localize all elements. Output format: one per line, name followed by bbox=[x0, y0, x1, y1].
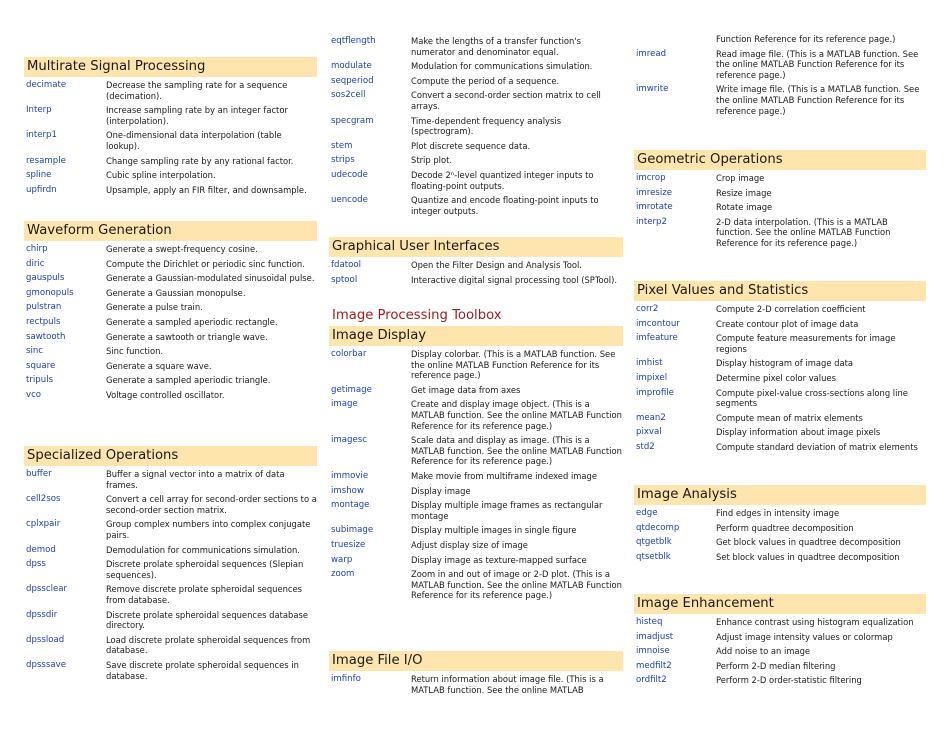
function-link[interactable]: medfilt2 bbox=[636, 660, 672, 671]
function-link[interactable]: imfinfo bbox=[331, 674, 361, 684]
function-link[interactable]: dpsssave bbox=[26, 659, 66, 670]
function-list bbox=[634, 49, 926, 117]
function-description: Discrete prolate spheroidal sequences (Slepian sequences). bbox=[106, 559, 304, 580]
list-item bbox=[329, 399, 623, 431]
function-description: Open the Filter Design and Analysis Tool. bbox=[411, 260, 582, 270]
list-item bbox=[24, 185, 317, 196]
list-item bbox=[24, 519, 317, 540]
function-description: Compute mean of matrix elements bbox=[716, 412, 863, 423]
function-description: Time-dependent frequency analysis (spectrogram). bbox=[411, 115, 562, 137]
section-pixel-values bbox=[634, 281, 926, 457]
function-description: Display image bbox=[411, 485, 471, 496]
section-title: Geometric Operations bbox=[634, 150, 926, 170]
list-item bbox=[329, 569, 623, 601]
function-description: Rotate image bbox=[716, 202, 773, 213]
list-item bbox=[329, 155, 623, 166]
function-description: Display histogram of image data bbox=[716, 358, 853, 369]
function-link[interactable]: imread bbox=[636, 48, 667, 59]
function-description: Display information about image pixels bbox=[716, 427, 881, 438]
function-description: Find edges in intensity image bbox=[716, 508, 840, 518]
section-title: Image Display bbox=[329, 326, 623, 346]
section-image-file-io bbox=[329, 651, 623, 699]
function-description: Create and display image object. (This is a MATLAB function. See the online MATLAB Function Reference for its reference page.) bbox=[411, 399, 622, 431]
function-description: Buffer a signal vector into a matrix of data frames. bbox=[106, 469, 285, 490]
function-link[interactable]: getimage bbox=[331, 384, 372, 395]
function-description: Get block values in quadtree decomposition bbox=[716, 537, 901, 548]
function-list bbox=[634, 301, 926, 453]
function-link[interactable]: spline bbox=[26, 170, 52, 181]
function-link[interactable]: qtgetblk bbox=[636, 537, 672, 548]
function-link[interactable]: truesize bbox=[331, 539, 366, 550]
function-link[interactable]: corr2 bbox=[636, 304, 659, 314]
function-link[interactable]: sptool bbox=[331, 274, 358, 285]
function-link[interactable]: histeq bbox=[636, 617, 663, 627]
list-item bbox=[24, 288, 317, 299]
section-multirate bbox=[24, 57, 317, 199]
list-item bbox=[24, 494, 317, 515]
function-link[interactable]: specgram bbox=[331, 115, 374, 126]
function-link[interactable]: Interp bbox=[26, 105, 52, 116]
list-item bbox=[24, 317, 317, 328]
function-description: Generate a swept-frequency cosine. bbox=[106, 244, 258, 254]
function-description: Get image data from axes bbox=[411, 384, 521, 395]
list-item bbox=[24, 130, 317, 151]
function-list bbox=[329, 33, 623, 216]
function-link[interactable]: edge bbox=[636, 508, 658, 518]
continued-description: Function Reference for its reference page.) bbox=[716, 34, 896, 44]
function-description: Generate a sampled aperiodic triangle. bbox=[106, 375, 271, 386]
list-item bbox=[329, 141, 623, 152]
function-link[interactable]: dpss bbox=[26, 559, 46, 570]
function-description: Compute 2-D correlation coefficient bbox=[716, 304, 866, 314]
function-description: Increase sampling rate by an integer factor (interpolation). bbox=[106, 105, 288, 126]
function-description: Display multiple image frames as rectangular montage bbox=[411, 500, 603, 521]
function-list bbox=[24, 241, 317, 401]
list-item bbox=[329, 486, 623, 497]
list-item bbox=[24, 584, 317, 605]
function-link[interactable]: imwrite bbox=[636, 84, 669, 95]
function-description: Quantize and encode floating-point inputs to integer outputs. bbox=[411, 195, 599, 216]
section-geometric bbox=[634, 150, 926, 253]
list-item bbox=[634, 333, 926, 354]
function-link[interactable]: sawtooth bbox=[26, 331, 66, 342]
function-link[interactable]: imshow bbox=[331, 485, 364, 496]
function-link[interactable]: modulate bbox=[331, 61, 372, 72]
function-description: Demodulation for communications simulation. bbox=[106, 544, 300, 555]
function-description: Save discrete prolate spheroidal sequences in database. bbox=[106, 659, 299, 681]
function-link[interactable]: pixval bbox=[636, 427, 662, 438]
function-description: Make movie from multiframe indexed image bbox=[411, 470, 598, 481]
function-link[interactable]: imnoise bbox=[636, 646, 670, 657]
function-description: Group complex numbers into complex conjugate pairs. bbox=[106, 519, 311, 540]
function-description: Compute the Dirichlet or periodic sinc function. bbox=[106, 258, 305, 269]
list-item bbox=[24, 361, 317, 372]
function-link[interactable]: uencode bbox=[331, 195, 368, 206]
list-item bbox=[329, 90, 623, 111]
list-item bbox=[24, 375, 317, 386]
list-item bbox=[24, 390, 317, 401]
function-list bbox=[634, 505, 926, 562]
function-link[interactable]: dpssdir bbox=[26, 609, 58, 620]
section-title: Waveform Generation bbox=[24, 221, 317, 241]
section-title: Image File I/O bbox=[329, 651, 623, 671]
list-item bbox=[634, 188, 926, 199]
list-item bbox=[329, 116, 623, 137]
function-link[interactable]: mean2 bbox=[636, 412, 666, 423]
function-description: Plot discrete sequence data. bbox=[411, 140, 531, 151]
list-item bbox=[634, 523, 926, 534]
function-link[interactable]: upfirdn bbox=[26, 184, 57, 195]
function-link[interactable]: gauspuls bbox=[26, 273, 65, 284]
function-list bbox=[634, 170, 926, 249]
list-item bbox=[634, 34, 926, 45]
list-item bbox=[24, 156, 317, 167]
function-list bbox=[329, 346, 623, 601]
list-item bbox=[24, 545, 317, 556]
list-item bbox=[329, 471, 623, 482]
function-description: Upsample, apply an FIR filter, and downsample. bbox=[106, 184, 307, 195]
list-item bbox=[24, 302, 317, 313]
list-item bbox=[24, 273, 317, 284]
function-description: Write image file. (This is a MATLAB function. See the online MATLAB Function Reference for its reference page.) bbox=[716, 84, 920, 116]
function-description: Perform quadtree decomposition bbox=[716, 522, 854, 533]
list-item bbox=[634, 304, 926, 315]
function-link[interactable]: improfile bbox=[636, 387, 674, 398]
list-item bbox=[329, 500, 623, 521]
function-description: Compute the period of a sequence. bbox=[411, 75, 560, 86]
function-link[interactable]: gmonopuls bbox=[26, 287, 74, 298]
list-item bbox=[329, 555, 623, 566]
function-description: Cubic spline interpolation. bbox=[106, 170, 216, 181]
list-item bbox=[634, 413, 926, 424]
function-description: Decrease the sampling rate for a sequence (decimation). bbox=[106, 80, 288, 101]
list-item bbox=[634, 442, 926, 453]
function-link[interactable]: imrotate bbox=[636, 202, 673, 213]
list-item bbox=[634, 319, 926, 330]
function-link[interactable]: subimage bbox=[331, 525, 374, 536]
function-description: One-dimensional data interpolation (table lookup). bbox=[106, 130, 282, 151]
list-item bbox=[634, 646, 926, 657]
list-item bbox=[329, 540, 623, 551]
function-link[interactable]: imresize bbox=[636, 187, 673, 198]
list-item bbox=[634, 373, 926, 384]
list-item bbox=[24, 244, 317, 255]
function-link[interactable]: cell2sos bbox=[26, 494, 61, 505]
list-item bbox=[634, 632, 926, 643]
list-item bbox=[634, 358, 926, 369]
list-item bbox=[24, 346, 317, 357]
function-description: Sinc function. bbox=[106, 346, 164, 357]
function-link[interactable]: sos2cell bbox=[331, 90, 366, 101]
function-description: Display colorbar. (This is a MATLAB function. See the online MATLAB Function Reference for its reference page.) bbox=[411, 349, 616, 381]
list-item bbox=[329, 435, 623, 467]
section-specialized-continued bbox=[329, 33, 623, 220]
section-image-display bbox=[329, 306, 623, 605]
function-link[interactable]: pulstran bbox=[26, 302, 62, 313]
function-description: Convert a cell array for second-order sections to a second-order section matrix. bbox=[106, 494, 317, 515]
function-link[interactable]: imcrop bbox=[636, 173, 666, 183]
function-link[interactable]: montage bbox=[331, 500, 370, 511]
list-item bbox=[634, 552, 926, 563]
function-link[interactable]: seqperiod bbox=[331, 75, 374, 86]
function-description: Return information about image file. (This is a MATLAB function. See the online MATLAB bbox=[411, 674, 604, 695]
function-link[interactable]: imhist bbox=[636, 358, 663, 369]
function-list bbox=[329, 257, 623, 285]
function-description: Perform 2-D order-statistic filtering bbox=[716, 675, 862, 686]
function-description: 2-D data interpolation. (This is a MATLAB function. See the online MATLAB Function Reference for its reference page.) bbox=[716, 216, 891, 248]
function-link[interactable]: qtsetblk bbox=[636, 551, 671, 562]
function-description: Create contour plot of image data bbox=[716, 318, 859, 329]
function-description: Convert a second-order section matrix to cell arrays. bbox=[411, 90, 601, 111]
function-description: Compute pixel-value cross-sections along line segments bbox=[716, 387, 908, 409]
function-link[interactable]: udecode bbox=[331, 169, 368, 180]
function-link[interactable]: strips bbox=[331, 155, 355, 166]
function-description: Modulation for communications simulation. bbox=[411, 61, 593, 72]
function-description: Adjust image intensity values or colormap bbox=[716, 631, 893, 642]
function-description: Perform 2-D median filtering bbox=[716, 660, 836, 671]
section-title: Multirate Signal Processing bbox=[24, 57, 317, 77]
function-description: Scale data and display as image. (This is a MATLAB function. See the online MATLAB Function Reference for its reference page.) bbox=[411, 435, 622, 467]
function-link[interactable]: warp bbox=[331, 554, 353, 565]
list-item bbox=[634, 427, 926, 438]
function-description: Display multiple images in single figure bbox=[411, 525, 577, 536]
function-link[interactable]: sinc bbox=[26, 346, 44, 357]
toolbox-title: Image Processing Toolbox bbox=[332, 308, 502, 323]
function-link[interactable]: interp1 bbox=[26, 130, 57, 141]
list-item bbox=[634, 202, 926, 213]
list-item bbox=[329, 76, 623, 87]
function-description: Generate a sawtooth or triangle wave. bbox=[106, 331, 268, 342]
section-title: Graphical User Interfaces bbox=[329, 237, 623, 257]
function-description: Read image file. (This is a MATLAB function. See the online MATLAB Function Reference for its reference page.) bbox=[716, 48, 919, 80]
list-item bbox=[329, 195, 623, 216]
function-description: Compute standard deviation of matrix elements bbox=[716, 441, 918, 452]
function-description: Add noise to an image bbox=[716, 646, 811, 657]
function-description: Generate a square wave. bbox=[106, 360, 212, 371]
list-item bbox=[634, 661, 926, 672]
function-link[interactable]: square bbox=[26, 360, 56, 371]
function-link[interactable]: chirp bbox=[26, 244, 48, 254]
function-list bbox=[634, 614, 926, 686]
function-description: Determine pixel color values bbox=[716, 372, 836, 383]
list-item bbox=[329, 170, 623, 191]
function-description: Make the lengths of a transfer function's numerator and denominator equal. bbox=[411, 36, 581, 57]
function-link[interactable]: ordfilt2 bbox=[636, 675, 667, 686]
function-link[interactable]: imadjust bbox=[636, 631, 674, 642]
section-title: Specialized Operations bbox=[24, 446, 317, 466]
list-item bbox=[634, 537, 926, 548]
function-description: Set block values in quadtree decomposition bbox=[716, 551, 900, 562]
function-list bbox=[24, 466, 317, 681]
function-description: Adjust display size of image bbox=[411, 539, 528, 550]
function-link[interactable]: eqtflength bbox=[331, 36, 376, 46]
list-item bbox=[24, 610, 317, 631]
section-title: Image Analysis bbox=[634, 485, 926, 505]
list-item bbox=[24, 80, 317, 101]
function-link[interactable]: decimate bbox=[26, 80, 67, 90]
function-description: Generate a sampled aperiodic rectangle. bbox=[106, 316, 278, 327]
list-item bbox=[329, 674, 623, 695]
function-link[interactable]: immovie bbox=[331, 470, 369, 481]
list-item bbox=[634, 508, 926, 519]
function-description: Generate a pulse train. bbox=[106, 302, 203, 313]
section-title: Image Enhancement bbox=[634, 594, 926, 614]
list-item bbox=[24, 105, 317, 126]
function-link[interactable]: std2 bbox=[636, 441, 655, 452]
function-description: Voltage controlled oscillator. bbox=[106, 389, 225, 400]
function-description: Generate a Gaussian-modulated sinusoidal pulse. bbox=[106, 273, 315, 284]
list-item bbox=[634, 675, 926, 686]
list-item bbox=[634, 217, 926, 249]
list-item bbox=[329, 36, 623, 57]
section-image-analysis bbox=[634, 485, 926, 566]
function-link[interactable]: colorbar bbox=[331, 349, 367, 359]
function-description: Compute feature measurements for image regions bbox=[716, 333, 896, 354]
function-link[interactable]: dpssclear bbox=[26, 584, 68, 595]
function-link[interactable]: stem bbox=[331, 140, 353, 151]
function-link[interactable]: image bbox=[331, 399, 358, 410]
section-image-file-io-continued bbox=[634, 34, 926, 120]
function-link[interactable]: impixel bbox=[636, 372, 668, 383]
list-item bbox=[24, 635, 317, 656]
function-link[interactable]: imfeature bbox=[636, 333, 678, 344]
list-item bbox=[634, 173, 926, 184]
function-link[interactable]: imcontour bbox=[636, 318, 680, 329]
list-item bbox=[24, 259, 317, 270]
function-description: Display image as texture-mapped surface bbox=[411, 554, 587, 565]
function-link[interactable]: qtdecomp bbox=[636, 522, 680, 533]
function-link[interactable]: demod bbox=[26, 544, 56, 555]
list-item bbox=[329, 260, 623, 271]
function-description: Resize image bbox=[716, 187, 772, 198]
function-link[interactable]: rectpuls bbox=[26, 316, 61, 327]
function-description: Discrete prolate spheroidal sequences database directory. bbox=[106, 609, 309, 631]
list-item bbox=[329, 61, 623, 72]
list-item bbox=[634, 49, 926, 81]
section-waveform bbox=[24, 221, 317, 405]
list-item bbox=[329, 349, 623, 381]
list-item bbox=[24, 170, 317, 181]
list-item bbox=[329, 385, 623, 396]
section-title: Pixel Values and Statistics bbox=[634, 281, 926, 301]
function-description: Strip plot. bbox=[411, 155, 453, 166]
function-link[interactable]: imagesc bbox=[331, 435, 367, 446]
list-item bbox=[634, 617, 926, 628]
section-image-enhancement bbox=[634, 594, 926, 690]
function-link[interactable]: diric bbox=[26, 258, 45, 269]
function-description: Remove discrete prolate spheroidal sequences from database. bbox=[106, 584, 303, 605]
function-description: Crop image bbox=[716, 173, 765, 183]
section-gui bbox=[329, 237, 623, 289]
list-item bbox=[24, 469, 317, 490]
function-link[interactable]: interp2 bbox=[636, 216, 667, 227]
list-item bbox=[24, 559, 317, 580]
function-description: Interactive digital signal processing tool (SPTool). bbox=[411, 274, 618, 285]
list-item bbox=[634, 388, 926, 409]
list-item bbox=[329, 275, 623, 286]
function-link[interactable]: dpssload bbox=[26, 634, 65, 645]
function-description: Change sampling rate by any rational factor. bbox=[106, 155, 294, 166]
function-description: Enhance contrast using histogram equalization bbox=[716, 617, 914, 627]
function-link[interactable]: fdatool bbox=[331, 260, 362, 270]
function-link[interactable]: resample bbox=[26, 155, 66, 166]
function-link[interactable]: buffer bbox=[26, 469, 52, 479]
function-description: Decode 2ⁿ-level quantized integer inputs to floating-point outputs. bbox=[411, 169, 594, 191]
function-description: Generate a Gaussian monopulse. bbox=[106, 287, 246, 298]
function-list bbox=[329, 671, 623, 695]
function-link[interactable]: cplxpair bbox=[26, 519, 61, 530]
function-link[interactable]: zoom bbox=[331, 569, 355, 580]
function-list bbox=[24, 77, 317, 195]
list-item bbox=[24, 332, 317, 343]
function-link[interactable]: vco bbox=[26, 389, 42, 400]
function-link[interactable]: tripuls bbox=[26, 375, 54, 386]
function-description: Load discrete prolate spheroidal sequences from database. bbox=[106, 634, 311, 656]
list-item bbox=[24, 660, 317, 681]
list-item bbox=[634, 84, 926, 116]
list-item bbox=[329, 525, 623, 536]
function-description: Zoom in and out of image or 2-D plot. (This is a MATLAB function. See the online MATLAB Function Reference for its reference page.) bbox=[411, 569, 622, 601]
section-specialized bbox=[24, 446, 317, 685]
